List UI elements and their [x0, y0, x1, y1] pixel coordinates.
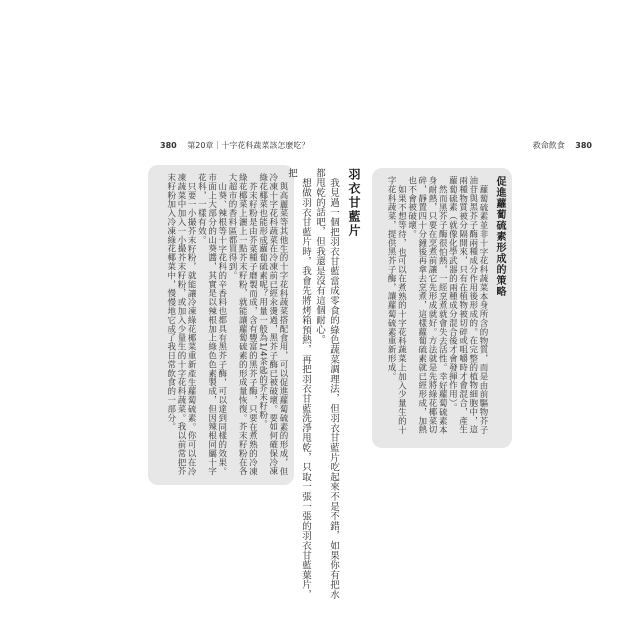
left-running-head	[152, 140, 309, 152]
left-sidebar-box	[148, 165, 294, 485]
left-sidebar-paragraph: 只要一小撮芥末籽粉，就能讓冷凍綠花椰菜重新產生蘿蔔硫素。你可以在冷凍蔬菜中加入一小撮芥末籽粉，或加入少量生的十字花科蔬菜。我以前常把芥末籽粉加入冷凍綠花椰菜中，慢慢地它成了我日常飲食的一部分。	[165, 173, 197, 476]
left-sidebar-paragraph: 山葵、辣根等十字花科的辛香料也都具有黑芥子酶，可以達到同樣的效果。市面上大部分的山葵醬，其實是以辣根加上綠色色素製成，但因辣根同屬十字花科，一樣有效。	[196, 173, 227, 476]
right-running-head	[533, 140, 600, 152]
section-title: 羽衣甘藍片	[347, 168, 361, 238]
right-page-number: 380	[575, 141, 592, 150]
left-chapter-title: 第20章｜十字花科蔬菜該怎麼吃？	[187, 141, 310, 150]
left-sidebar-paragraph: 芥末籽粉是由芥菜種子磨製而成，含有豐富的黑芥子酶，只要在煮熟的冷凍綠花椰菜上灑上一點芥末籽粉，就能讓蘿蔔硫素的形成量恢復。芥末籽粉在各大超市的香料區都買得到。	[226, 173, 258, 476]
kale-chips-section	[286, 168, 362, 608]
body-paragraph: 我見過一個把羽衣甘藍當成零食的綠色蔬菜調理法，但羽衣甘藍片吃起來不是不錯，如果你有把水都甩乾的話吧，但我還是沒有這個耐心。	[314, 168, 339, 599]
kale-chips-text	[286, 168, 362, 608]
left-sidebar-text	[154, 173, 288, 477]
right-sidebar-paragraph: 然而黑芥子酶很怕熱，一經烹煮就會失去活性。幸好蘿蔔硫素本身耐熱，只要在烹煮前讓它先形成就好。方法就是先將綠花椰菜切碎，靜置四十分鐘後再拿去烹煮，這樣蘿蔔硫素就已經形成，加熱也不會被破壞。	[406, 176, 448, 435]
right-sidebar-text	[378, 176, 506, 440]
right-sidebar-paragraph: 如果不想等待，也可以在煮熟的十字花科蔬菜上加入少量生的十字花科蔬菜，提供黑芥子酶，讓蘿蔔硫素重新形成。	[386, 176, 407, 434]
right-sidebar-box	[372, 168, 512, 448]
right-book-title: 救命飲食	[532, 141, 565, 150]
sidebar-title: 促進蘿蔔硫素形成的策略	[494, 176, 505, 297]
left-sidebar-paragraph: 與高麗菜等其他生的十字花科蔬菜搭配食用，可以促進蘿蔔硫素的形成，但冷凍十字花科蔬菜在冷凍前已經汆燙過，黑芥子酶已被破壞。要如何確保冷凍綠花椰菜也能形成蘿蔔硫素呢？用量一般為1/4茶匙的芥末籽粉。	[257, 173, 288, 476]
body-paragraph: 想做羽衣甘藍片時，我會先將烤箱預熱，再把羽衣甘藍洗淨甩乾，只取一張一張的羽衣甘藍葉片，把	[286, 168, 311, 599]
right-sidebar-paragraph: 蘿蔔硫素並非十字花科蔬菜本身所含的物質，而是由前驅物芥子油苷與黑芥子酶兩種成分作用後形成的。在完整的植物細胞中，這兩種物質被分隔開來，只有在植物被切碎或咀嚼時才會混合，產生蘿蔔硫素（就像化學武器的兩種成分混合後才會發揮作用）。	[447, 176, 488, 435]
left-page-number: 380	[160, 141, 177, 150]
